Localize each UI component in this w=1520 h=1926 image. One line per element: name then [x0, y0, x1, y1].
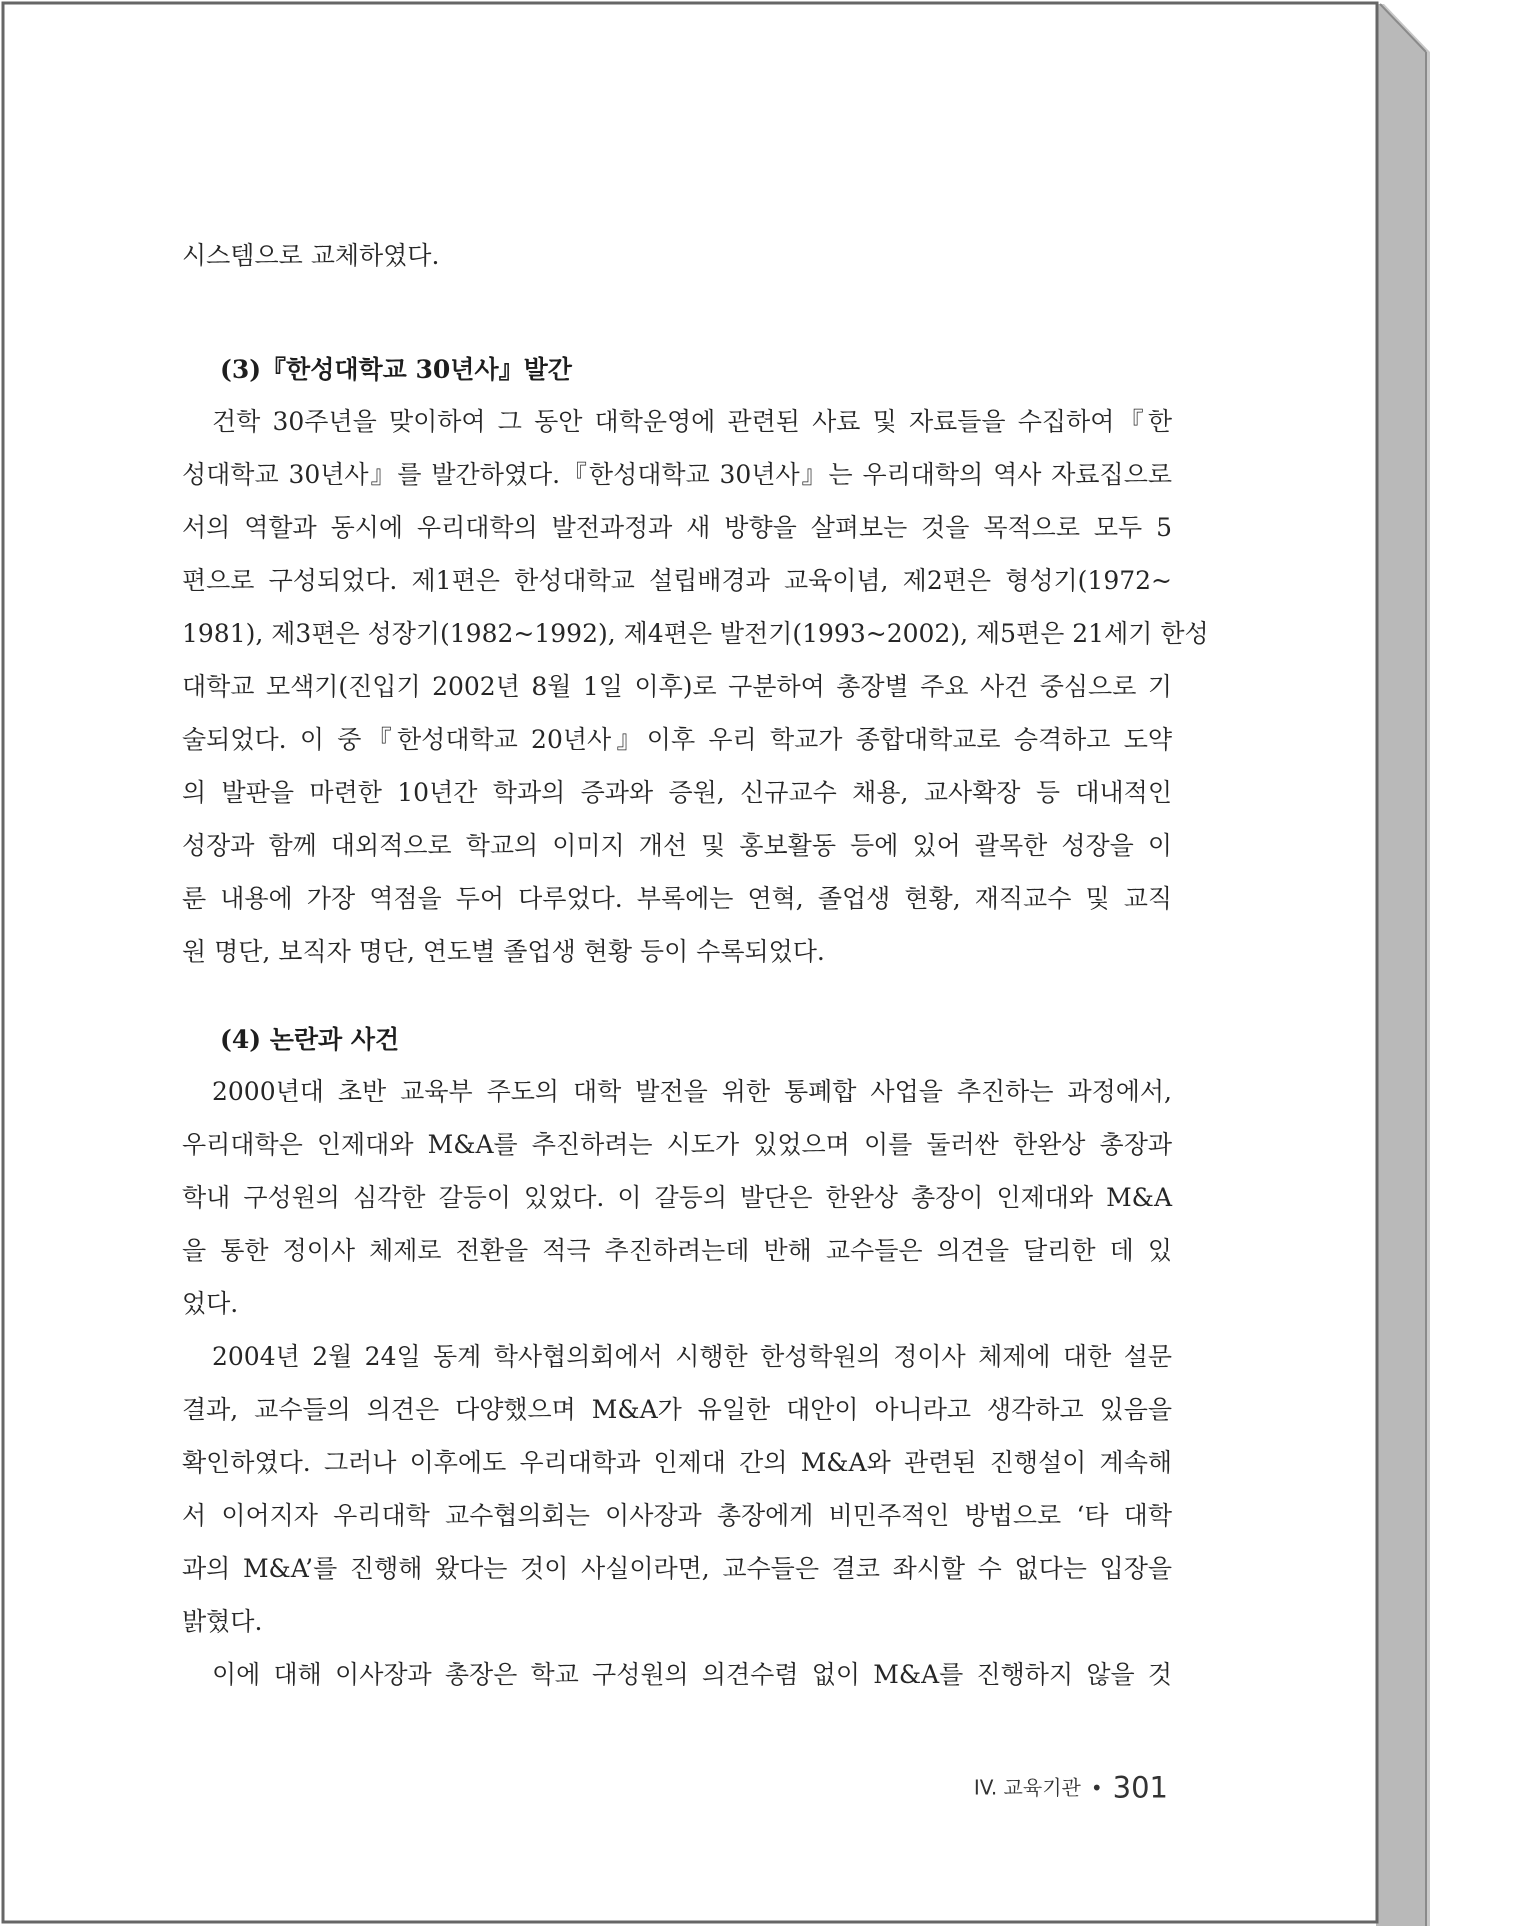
text-line: 건학 30주년을 맞이하여 그 동안 대학운영에 관련된 사료 및 자료들을 수집하여『한 — [212, 407, 1172, 436]
text-line: 서의 역할과 동시에 우리대학의 발전과정과 새 방향을 살펴보는 것을 목적으로 모두 5 — [182, 513, 1172, 542]
text-line: 2000년대 초반 교육부 주도의 대학 발전을 위한 통폐합 사업을 추진하는 과정에서, — [212, 1077, 1172, 1106]
text-line: 성장과 함께 대외적으로 학교의 이미지 개선 및 홍보활동 등에 있어 괄목한 성장을 이 — [182, 831, 1172, 860]
text-line: 밝혔다. — [182, 1607, 263, 1636]
footer-bullet-icon: • — [1090, 1775, 1103, 1800]
text-line: 대학교 모색기(진입기 2002년 8월 1일 이후)로 구분하여 총장별 주요 사건 중심으로 기 — [182, 672, 1172, 701]
text-line: 과의 M&A’를 진행해 왔다는 것이 사실이라면, 교수들은 결코 좌시할 수 없다는 입장을 — [182, 1554, 1172, 1583]
page-number: 301 — [1112, 1770, 1168, 1805]
text-line: 을 통한 정이사 체제로 전환을 적극 추진하려는데 반해 교수들은 의견을 달리한 데 있 — [182, 1236, 1172, 1265]
section-heading-30th-history: (3)『한성대학교 30년사』발간 — [220, 355, 572, 384]
text-line: 1981), 제3편은 성장기(1982~1992), 제4편은 발전기(1993~2002), 제5편은 21세기 한성 — [182, 619, 1209, 648]
text-line: 의 발판을 마련한 10년간 학과의 증과와 증원, 신규교수 채용, 교사확장 등 대내적인 — [182, 778, 1172, 807]
footer-chapter-title: IV. 교육기관 — [973, 1775, 1081, 1800]
text-line: 학내 구성원의 심각한 갈등이 있었다. 이 갈등의 발단은 한완상 총장이 인제대와 M&A — [182, 1183, 1172, 1212]
text-line: 결과, 교수들의 의견은 다양했으며 M&A가 유일한 대안이 아니라고 생각하고 있음을 — [182, 1395, 1172, 1424]
text-line: 룬 내용에 가장 역점을 두어 다루었다. 부록에는 연혁, 졸업생 현황, 재직교수 및 교직 — [182, 884, 1172, 913]
text-line: 성대학교 30년사』를 발간하였다.『한성대학교 30년사』는 우리대학의 역사 자료집으로 — [182, 460, 1172, 489]
page-content — [4, 4, 1376, 1918]
text-line: 었다. — [182, 1289, 239, 1318]
text-line: 시스템으로 교체하였다. — [182, 241, 440, 270]
text-line: 2004년 2월 24일 동계 학사협의회에서 시행한 한성학원의 정이사 체제에 대한 설문 — [212, 1342, 1172, 1371]
text-line: 이에 대해 이사장과 총장은 학교 구성원의 의견수렴 없이 M&A를 진행하지 않을 것 — [212, 1660, 1172, 1689]
text-line: 원 명단, 보직자 명단, 연도별 졸업생 현황 등이 수록되었다. — [182, 937, 825, 966]
text-line: 편으로 구성되었다. 제1편은 한성대학교 설립배경과 교육이념, 제2편은 형성기(1972~ — [182, 566, 1172, 595]
text-line: 확인하였다. 그러나 이후에도 우리대학과 인제대 간의 M&A와 관련된 진행설이 계속해 — [182, 1448, 1172, 1477]
section-heading-controversy: (4) 논란과 사건 — [220, 1025, 400, 1054]
text-line: 우리대학은 인제대와 M&A를 추진하려는 시도가 있었으며 이를 둘러싼 한완상 총장과 — [182, 1130, 1172, 1159]
page-footer — [974, 1762, 1168, 1812]
text-line: 술되었다. 이 중『한성대학교 20년사』이후 우리 학교가 종합대학교로 승격하고 도약 — [182, 725, 1172, 754]
text-line: 서 이어지자 우리대학 교수협의회는 이사장과 총장에게 비민주적인 방법으로 ‘타 대학 — [182, 1501, 1172, 1530]
